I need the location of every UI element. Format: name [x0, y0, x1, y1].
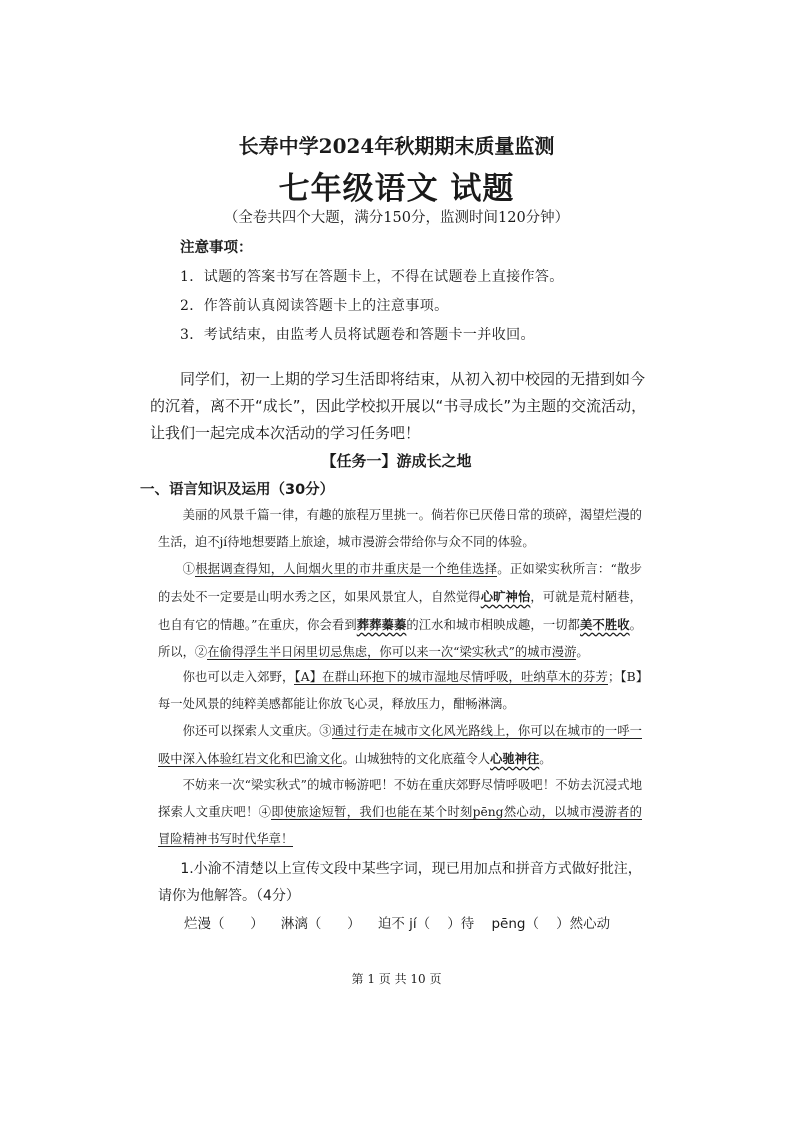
wavy-word-3: 美不胜收	[580, 617, 630, 632]
question-1-text: 1.小渝不清楚以上宣传文段中某些字词，现已用加点和拼音方式做好批注，请你为他解答。（4分）	[158, 861, 642, 904]
notice-item-1: 1．试题的答案书写在答题卡上，不得在试题卷上直接作答。	[180, 269, 564, 285]
passage-paragraph-1: 美丽的风景千篇一律，有趣的旅程万里挑一。倘若你已厌倦日常的琐碎，渴望烂漫的生活，迫不jí待地想要踏上旅途，城市漫游会带给你与众不同的体验。	[158, 508, 642, 549]
underlined-sentence-2: 在偷得浮生半日闲里切忌焦虑，你可以来一次“梁实秋式”的城市漫游	[207, 645, 577, 659]
sentence-marker-1: ①	[182, 562, 196, 576]
question-1	[158, 856, 642, 910]
underlined-sentence-a: 【A】在群山环抱下的城市湿地尽情呼吸，吐纳草木的芬芳	[294, 670, 608, 684]
dotted-phrase: 美丽的风景千篇一律	[182, 508, 295, 522]
notice-heading: 注意事项：	[180, 239, 253, 256]
wavy-word-4: 心驰神往	[490, 751, 540, 766]
underlined-sentence-3: 通过行走在城市文化风光路线上，你可以在城市的一呼一吸中深入体验红岩文化和巴渝文化	[158, 724, 642, 766]
section-title: 一、语言知识及运用（30分）	[140, 482, 335, 498]
sentence-marker-2: ②	[194, 645, 208, 659]
sentence-marker-4: ④	[258, 805, 272, 819]
school-title: 长寿中学2024年秋期期末质量监测	[238, 134, 555, 158]
passage-paragraph-2: ①根据调查得知，人间烟火里的市井重庆是一个绝佳选择。正如梁实秋所言：“散步的去处不一定要是山明水秀之区，如果风景宜人，自然觉得心旷神怡，可就是荒村陋巷，也自有它的情趣。”在重庆，你会看到葬葬蓁蓁的江水和城市相映成趣，一切都美不胜收。所以，②在偷得浮生半日闲里切忌焦虑，你可以来一次“梁实秋式”的城市漫游。	[158, 562, 642, 659]
wavy-word-2: 葬葬蓁蓁	[356, 617, 407, 632]
wavy-word-1: 心旷神怡	[480, 589, 531, 604]
passage-paragraph-5: 不妨来一次“梁实秋式”的城市畅游吧！不妨在重庆郊野尽情呼吸吧！不妨去沉浸式地探索人文重庆吧！④即使旅途短暂，我们也能在某个时刻pēng然心动，以城市漫游者的冒险精神书写时代华章！	[158, 778, 642, 846]
underlined-sentence-1: 根据调查得知，人间烟火里的市井重庆是一个绝佳选择	[195, 562, 498, 576]
exam-title: 七年级语文 试题	[278, 171, 515, 207]
question-1-answer-blanks: 烂漫（ ） 淋漓（ ） 迫不 jí（ ）待 pēng（ ）然心动	[184, 916, 611, 932]
task-title: 【任务一】游成长之地	[321, 452, 472, 470]
page-footer: 第 1 页 共 10 页	[351, 972, 442, 986]
notice-item-2: 2．作答前认真阅读答题卡上的注意事项。	[180, 298, 449, 314]
intro-paragraph	[150, 366, 650, 447]
exam-subtitle: （全卷共四个大题，满分150分，监测时间120分钟）	[223, 210, 570, 226]
intro-text: 同学们，初一上期的学习生活即将结束，从初入初中校园的无措到如今的沉着，离不开“成长”，因此学校拟开展以“书寻成长”为主题的交流活动，让我们一起完成本次活动的学习任务吧！	[150, 370, 647, 442]
underlined-sentence-4: 即使旅途短暂，我们也能在某个时刻pēng然心动，以城市漫游者的冒险精神书写时代华章！	[158, 805, 642, 846]
sentence-marker-3: ③	[319, 724, 332, 738]
passage-paragraph-3: 你也可以走入郊野，【A】在群山环抱下的城市湿地尽情呼吸，吐纳草木的芬芳；【B】每一处风景的纯粹美感都能让你放飞心灵，释放压力，酣畅淋漓。	[158, 670, 642, 711]
passage-paragraph-4: 你还可以探索人文重庆。③通过行走在城市文化风光路线上，你可以在城市的一呼一吸中深入体验红岩文化和巴渝文化。山城独特的文化底蕴令人心驰神往。	[158, 724, 642, 766]
notice-item-3: 3．考试结束，由监考人员将试题卷和答题卡一并收回。	[180, 327, 535, 343]
